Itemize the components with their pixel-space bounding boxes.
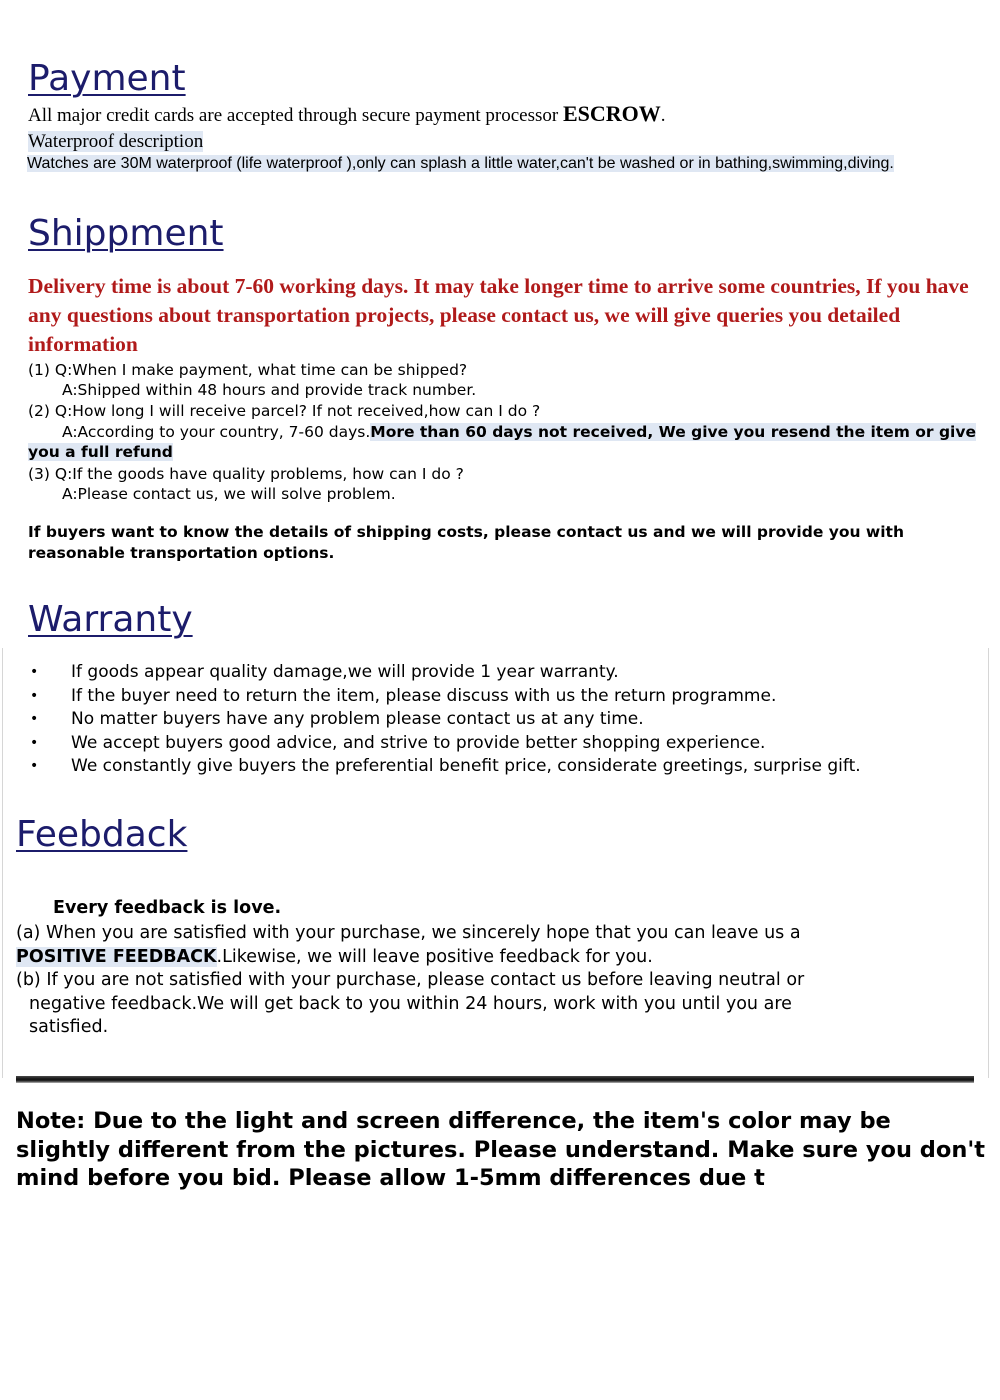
feedback-a-line1: (a) When you are satisfied with your purchase, we sincerely hope that you can leave us a — [16, 923, 801, 943]
shipping-cost-note: If buyers want to know the details of shipping costs, please contact us and we will provide you with reasonable transportation options. — [28, 523, 904, 562]
delivery-text: Delivery time is about 7-60 working days. It may take longer time to arrive some countries, If you have any questions about transportation projects, please contact us, we will give queries you detailed information — [28, 274, 969, 356]
payment-line-prefix: All major credit cards are accepted through secure payment processor — [28, 105, 563, 126]
payment-line-suffix: . — [660, 105, 666, 126]
faq-question-2: (2) Q:How long I will receive parcel? If not received,how can I do ? — [28, 402, 541, 420]
waterproof-title — [28, 131, 203, 153]
feedback-b-line2: negative feedback.We will get back to you within 24 hours, work with you until you are — [29, 994, 792, 1014]
faq-answer-1: A:Shipped within 48 hours and provide track number. — [62, 381, 477, 399]
positive-feedback-label: POSITIVE FEEDBACK — [16, 947, 217, 967]
faq-question-3: (3) Q:If the goods have quality problems, how can I do ? — [28, 465, 464, 483]
faq-question-1: (1) Q:When I make payment, what time can be shipped? — [28, 361, 468, 379]
feedback-a-line2-rest: .Likewise, we will leave positive feedback for you. — [216, 947, 653, 967]
warranty-item-text: We constantly give buyers the preferential benefit price, considerate greetings, surprise gift. — [71, 756, 861, 776]
payment-line — [28, 101, 665, 127]
right-border-line — [988, 648, 989, 1078]
feedback-heading: Feebdack — [16, 814, 188, 855]
feedback-a-line2 — [16, 946, 653, 970]
waterproof-title-text: Waterproof description — [28, 131, 204, 152]
payment-heading: Payment — [28, 58, 186, 99]
warranty-item-text: We accept buyers good advice, and strive to provide better shopping experience. — [71, 732, 766, 753]
bullet-icon: • — [30, 711, 39, 727]
section-divider — [16, 1076, 974, 1083]
feedback-b-line3: satisfied. — [29, 1017, 109, 1037]
waterproof-text — [27, 155, 894, 173]
bullet-icon: • — [30, 758, 39, 774]
bullet-icon: • — [30, 687, 39, 704]
warranty-item-text: If the buyer need to return the item, please discuss with us the return programme. — [71, 685, 777, 706]
faq-answer-3: A:Please contact us, we will solve problem. — [62, 485, 396, 503]
faq-answer-2 — [28, 422, 978, 462]
faq-answer-2-bold: More than 60 days not received, We give you resend the item or give you a full refund — [28, 423, 976, 461]
left-border-line — [2, 648, 3, 1078]
warranty-item-text: No matter buyers have any problem please contact us at any time. — [71, 709, 644, 729]
feedback-intro: Every feedback is love. — [53, 898, 282, 918]
warranty-item-text: If goods appear quality damage,we will provide 1 year warranty. — [71, 662, 619, 682]
feedback-b-line1: (b) If you are not satisfied with your purchase, please contact us before leaving neutral or — [16, 970, 805, 990]
shipment-heading: Shippment — [28, 213, 224, 254]
waterproof-text-span: Watches are 30M waterproof (life waterproof ),only can splash a little water,can't be washed or in bathing,swimming,diving. — [27, 155, 894, 172]
bullet-icon: • — [30, 734, 39, 751]
faq-answer-2-prefix: A:According to your country, 7-60 days. — [62, 423, 371, 441]
color-note: Note: Due to the light and screen difference, the item's color may be slightly different from the pictures. Please understand. Make sure you don't mind before you bid. Please allow 1-5mm differences due t — [16, 1108, 986, 1191]
warranty-heading: Warranty — [28, 599, 193, 640]
bullet-icon: • — [30, 664, 39, 680]
payment-processor: ESCROW — [562, 101, 661, 126]
